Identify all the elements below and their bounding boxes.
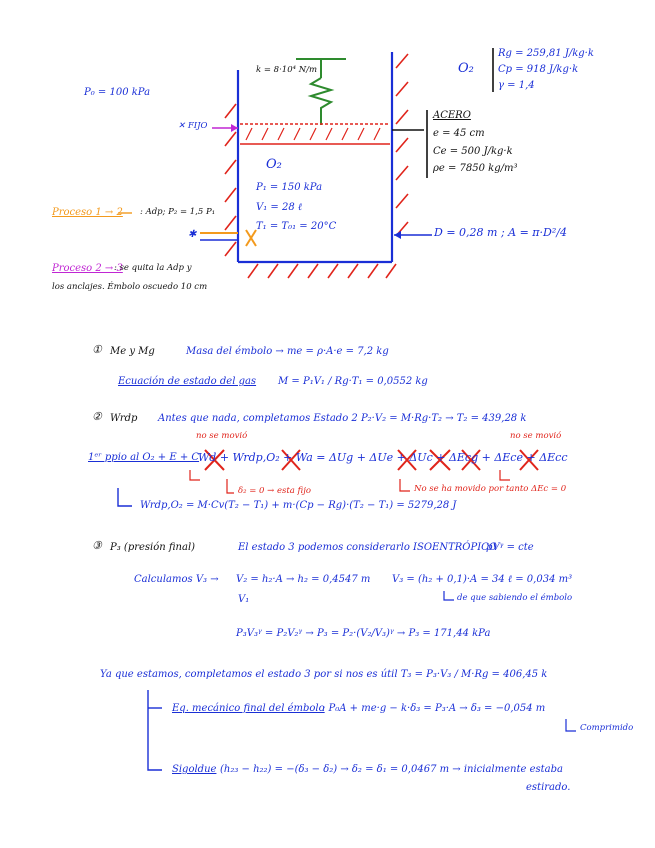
proceso23-text: : se quita la Adp y [114, 263, 192, 273]
s2-title: Wrdp [110, 413, 138, 424]
s2-note-b: No se ha movido por tanto ΔEc = 0 [414, 484, 567, 494]
s1-eq: M = P₁V₁ / Rg·T₁ = 0,0552 kg [278, 376, 428, 387]
s3-vi: V₁ [238, 594, 250, 605]
s3-p3: P₃V₃ᵞ = P₂V₂ᵞ → P₃ = P₂·(V₂/V₃)ᵞ → P₃ = 171,44 kPa [236, 628, 491, 639]
s3-disg2: estirado. [526, 782, 571, 793]
s3-comprimido: Comprimido [580, 723, 634, 733]
s3-v3: V₃ = (h₂ + 0,1)·A = 34 ℓ = 0,034 m³ [392, 574, 573, 585]
s1-title: Me y Mg [110, 346, 155, 357]
props-gas-label: O₂ [458, 61, 474, 76]
acero-rho: ρe = 7850 kg/m³ [433, 163, 518, 174]
s3-eqmec: : P₀A + me·g − k·δ₃ = P₃·A → δ₃ = −0,054 m [322, 703, 546, 714]
s3-estado3: Ya que estamos, completamos el estado 3 por si nos es útil T₃ = P₃·V₃ / M·Rg = 406,45 k [100, 669, 548, 680]
s3-disg: (h₂₃ − h₂₂) = −(δ₃ − δ₂) → δ₂ = δ₁ = 0,0467 m → inicialmente estaba [220, 764, 563, 775]
s2-note-top1: no se movió [196, 431, 248, 441]
s2-note-top2: no se movió [510, 431, 562, 441]
s2-eq: Wd + Wrdp,O₂ + Wa = ΔUg + ΔUe + ΔUc + ΔEcg + ΔEce + ΔEcc [198, 451, 568, 464]
acero-title: ACERO [433, 110, 471, 121]
s3-calc-label: Calculamos V₃ → [134, 574, 219, 585]
state1-t: T₁ = T₀₁ = 20°C [256, 221, 337, 232]
state1-v: V₁ = 28 ℓ [256, 202, 303, 213]
proceso12-label: Proceso 1 → 2 [52, 207, 123, 218]
s3-disg-label: Sigoldue [172, 764, 217, 775]
proceso12-text: : Adp; P₂ = 1,5 P₁ [140, 207, 216, 217]
props-gamma: γ = 1,4 [498, 80, 535, 91]
acero-e: e = 45 cm [433, 128, 485, 139]
anchor-x-mark: ✱ [188, 229, 197, 240]
diameter-label: D = 0,28 m ; A = π·D²/4 [434, 226, 567, 239]
spring-constant-label: k = 8·10⁴ N/m [256, 65, 318, 75]
s3-v3-note: de que sabiendo el émbolo [457, 593, 573, 603]
s2-result: Wrdp,O₂ = M·Cv(T₂ − T₁) + m·(Cp − Rg)·(T₂ − T₁) = 5279,28 J [140, 500, 457, 511]
s1-text: Masa del émbolo → me = ρ·A·e = 7,2 kg [186, 346, 389, 357]
atm-pressure-label: P₀ = 100 kPa [84, 87, 151, 98]
s3-intro: El estado 3 podemos considerarlo ISOENTRÓPICO [238, 542, 498, 553]
s2-num: ② [92, 410, 102, 423]
state1-p: P₁ = 150 kPa [256, 182, 323, 193]
props-rg: Rg = 259,81 J/kg·k [498, 48, 594, 59]
s2-label: 1ᵉʳ ppio al O₂ + E + C [88, 452, 200, 463]
s3-title: P₃ (presión final) [110, 542, 196, 553]
props-cp: Cp = 918 J/kg·k [498, 64, 579, 75]
s1-eq-label: Ecuación de estado del gas [118, 376, 257, 387]
s3-v2: V₂ = h₂·A → h₂ = 0,4547 m [236, 574, 371, 585]
gas-label: O₂ [266, 157, 282, 172]
s3-eqmec-label: Eq. mecánico final del émbolo [172, 703, 325, 714]
s3-law: pVᵞ = cte [486, 542, 534, 553]
s1-num: ① [92, 343, 102, 356]
proceso23-text2: los anclajes. Émbolo oscuedo 10 cm [52, 282, 208, 292]
fijo-label: ✕ FIJO [178, 121, 208, 131]
s3-num: ③ [92, 539, 102, 552]
proceso23-label: Proceso 2 → 3 [52, 263, 123, 274]
s2-intro: Antes que nada, completamos Estado 2 P₂·V₂ = M·Rg·T₂ → T₂ = 439,28 k [158, 413, 527, 424]
s2-note-a: δ₂ = 0 → esta fijo [238, 486, 311, 496]
acero-ce: Ce = 500 J/kg·k [433, 146, 513, 157]
